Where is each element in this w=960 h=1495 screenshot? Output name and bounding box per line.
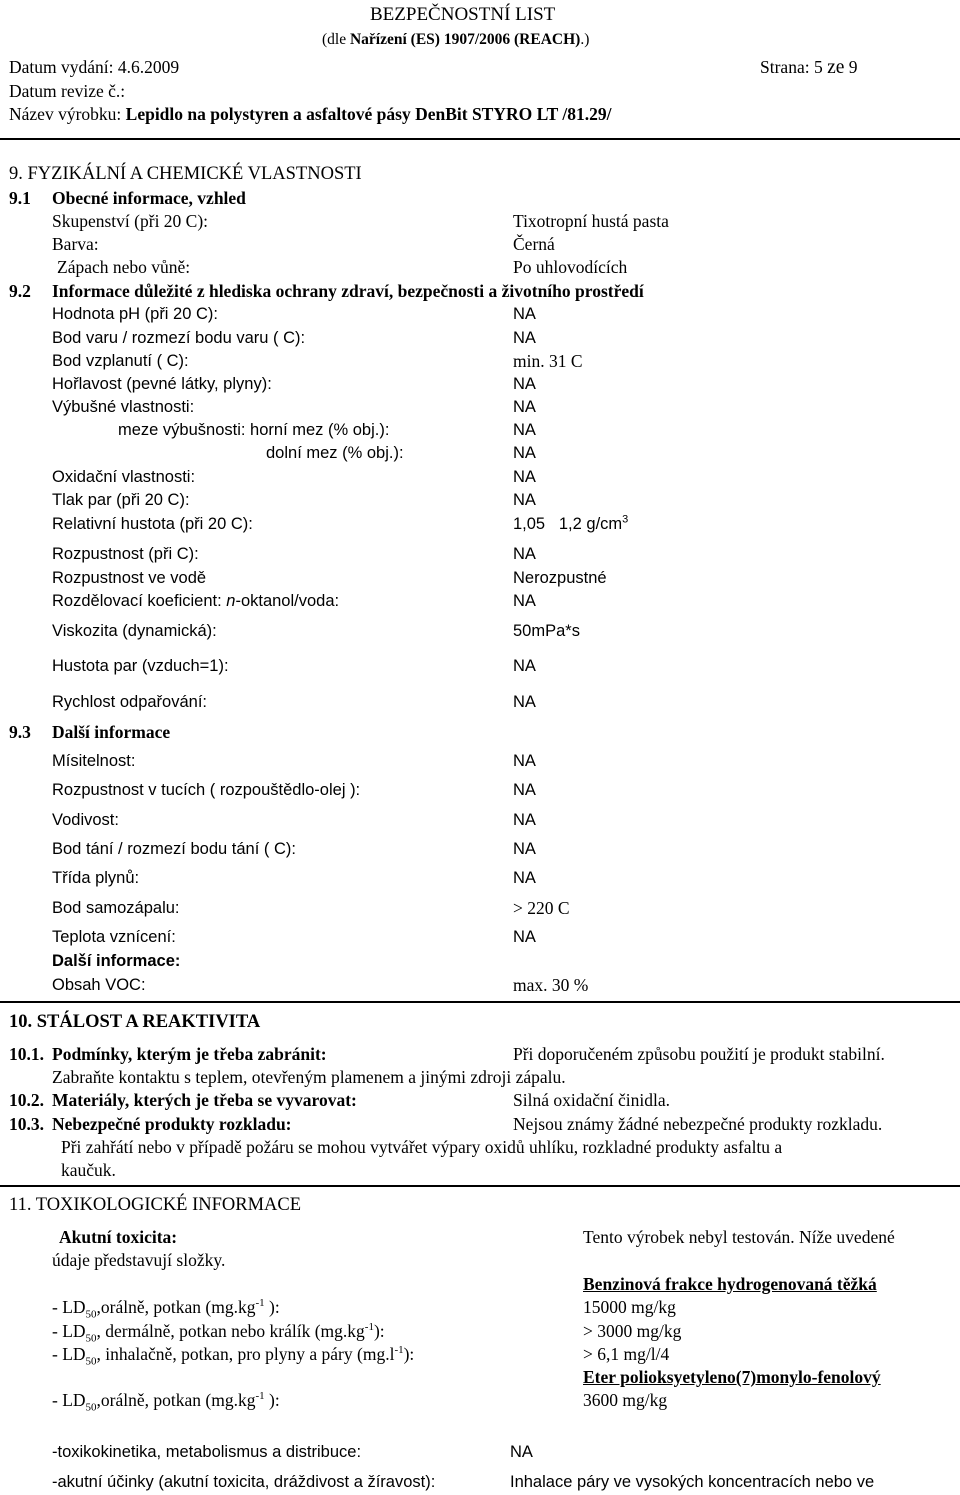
value-viskozita: 50mPa*s [513, 622, 580, 640]
akutni-toxicita-text-line1: Tento výrobek nebyl testován. Níže uvedené [583, 1227, 895, 1247]
subtitle-post: .) [580, 31, 590, 48]
value-oxidacni: NA [513, 468, 536, 486]
ld50-oral-2-row [52, 1390, 280, 1414]
akutni-ucinky-label: -akutní účinky (akutní toxicita, dráždivost a žíravost): [52, 1473, 436, 1491]
ld50-inhal-row [52, 1344, 415, 1368]
value-tlak-par: NA [513, 491, 536, 509]
label-misitelnost: Mísitelnost: [52, 752, 136, 770]
ld50-oral-2-sub: 50 [85, 1401, 97, 1414]
value-rozpustnost-voda: Nerozpustné [513, 569, 607, 587]
label-relativni-hustota: Relativní hustota (při 20 C): [52, 515, 253, 533]
section-9-divider [0, 1001, 960, 1003]
ld50-dermal-value: > 3000 mg/kg [583, 1321, 682, 1341]
ld50-inhal-sub: 50 [85, 1355, 97, 1368]
ld50-dermal-comma: , [96, 1321, 106, 1341]
product-name [9, 104, 612, 124]
section-9-heading: 9. FYZIKÁLNÍ A CHEMICKÉ VLASTNOSTI [9, 164, 362, 184]
label-dolni-mez: dolní mez (% obj.): [266, 444, 404, 462]
label-bod-samozapalu: Bod samozápalu: [52, 899, 180, 917]
value-bod-varu: NA [513, 329, 536, 347]
ld50-oral-2-value: 3600 mg/kg [583, 1390, 668, 1410]
toxikokinetika-value: NA [510, 1443, 533, 1461]
ld50-dermal-close: ): [373, 1321, 385, 1341]
label-horni-mez: meze výbušnosti: horní mez (% obj.): [118, 421, 390, 439]
ld50-oral-close: ): [264, 1297, 280, 1317]
revision-date: Datum revize č.: [9, 81, 126, 101]
label-rozpustnost-voda: Rozpustnost ve vodě [52, 569, 207, 587]
label-viskozita: Viskozita (dynamická): [52, 622, 217, 640]
header-divider [0, 138, 960, 140]
value-bod-vzplanuti: min. 31 C [513, 351, 583, 371]
ld50-oral-2-exp: -1 [255, 1390, 265, 1403]
ld50-inhal-value: > 6,1 mg/l/4 [583, 1344, 670, 1364]
value-obsah-voc: max. 30 % [513, 975, 589, 995]
ld50-oral-2-close: ): [264, 1390, 280, 1410]
section-10-divider [0, 1185, 960, 1187]
section-10-3-value: Nejsou známy žádné nebezpečné produkty rozkladu. [513, 1114, 883, 1134]
value-dolni-mez: NA [513, 444, 536, 462]
section-9-1-number: 9.1 [9, 188, 31, 208]
page-number [760, 57, 858, 78]
relativni-hustota-text: 1,05 1,2 g/cm [513, 515, 623, 533]
akutni-toxicita-text-line2: údaje představují složky. [52, 1250, 226, 1270]
label-ph: Hodnota pH (při 20 C): [52, 305, 218, 323]
issue-date: Datum vydání: 4.6.2009 [9, 57, 180, 77]
label-trida-plynu: Třída plynů: [52, 869, 140, 887]
ld50-inhal-comma: , [96, 1344, 106, 1364]
section-10-heading: 10. STÁLOST A REAKTIVITA [9, 1012, 261, 1032]
ld50-oral-text: orálně, potkan (mg.kg [100, 1297, 256, 1317]
page-number-total: 9 [844, 57, 858, 77]
ld50-oral-prefix: - LD [52, 1297, 86, 1317]
ld50-inhal-prefix: - LD [52, 1344, 86, 1364]
label-tlak-par: Tlak par (při 20 C): [52, 491, 190, 509]
label-oxidacni: Oxidační vlastnosti: [52, 468, 196, 486]
ld50-oral-comma: , [96, 1297, 101, 1317]
section-10-1-label: Podmínky, kterým je třeba zabránit: [52, 1044, 327, 1064]
value-vybusne: NA [513, 398, 536, 416]
relativni-hustota-exp: 3 [622, 513, 629, 526]
ld50-oral-2-comma: , [96, 1390, 101, 1410]
value-rozdelovaci-koeficient: NA [513, 592, 536, 610]
value-rychlost-odparovani: NA [513, 693, 536, 711]
label-rozdelovaci-koeficient [52, 591, 339, 611]
value-teplota-vzniceni: NA [513, 928, 536, 946]
value-misitelnost: NA [513, 752, 536, 770]
value-rozpustnost-tucich: NA [513, 781, 536, 799]
label-barva: Barva: [52, 234, 99, 254]
label-bod-varu: Bod varu / rozmezí bodu varu ( C): [52, 329, 306, 347]
value-ph: NA [513, 305, 536, 323]
ld50-dermal-row [52, 1321, 385, 1345]
section-9-2-number: 9.2 [9, 281, 31, 301]
akutni-ucinky-value: Inhalace páry ve vysokých koncentracích nebo ve [510, 1473, 875, 1491]
product-name-label: Název výrobku: [9, 104, 126, 124]
regulation-subtitle [322, 30, 589, 50]
section-10-3-number: 10.3. [9, 1114, 44, 1134]
section-10-3-note-line2: kaučuk. [61, 1160, 116, 1180]
section-9-3-number: 9.3 [9, 722, 31, 742]
section-10-2-label: Materiály, kterých je třeba se vyvarovat: [52, 1090, 357, 1110]
value-zapach: Po uhlovodících [513, 257, 628, 277]
ld50-oral-row [52, 1297, 280, 1321]
value-relativni-hustota [513, 514, 628, 534]
page-number-pre: Strana: 5 [760, 57, 828, 77]
component-1-name: Benzinová frakce hydrogenovaná těžká [583, 1274, 877, 1294]
label-bod-vzplanuti: Bod vzplanutí ( C): [52, 352, 189, 370]
value-rozpustnost: NA [513, 545, 536, 563]
ld50-inhal-text: inhalačně, potkan, pro plyny a páry (mg.l [105, 1344, 395, 1364]
section-9-3-title: Další informace [52, 722, 171, 742]
label-horlavost: Hořlavost (pevné látky, plyny): [52, 375, 272, 393]
section-9-1-title: Obecné informace, vzhled [52, 188, 246, 208]
label-rozpustnost: Rozpustnost (při C): [52, 545, 199, 563]
value-horlavost: NA [513, 375, 536, 393]
subtitle-regulation: Nařízení (ES) 1907/2006 (REACH) [349, 31, 581, 48]
ld50-dermal-prefix: - LD [52, 1321, 86, 1341]
ld50-dermal-sub: 50 [85, 1332, 97, 1345]
koeficient-post: -oktanol/voda: [235, 592, 340, 610]
value-vodivost: NA [513, 811, 536, 829]
ld50-inhal-exp: -1 [394, 1344, 404, 1357]
label-vybusne: Výbušné vlastnosti: [52, 398, 195, 416]
ld50-dermal-exp: -1 [364, 1321, 374, 1334]
ld50-inhal-close: ): [403, 1344, 415, 1364]
label-skupenstvi: Skupenství (při 20 C): [52, 211, 209, 231]
section-10-1-note: Zabraňte kontaktu s teplem, otevřeným plamenem a jinými zdroji zápalu. [52, 1067, 566, 1087]
value-skupenstvi: Tixotropní hustá pasta [513, 211, 669, 231]
section-10-3-label: Nebezpečné produkty rozkladu: [52, 1114, 292, 1134]
ld50-oral-sub: 50 [85, 1308, 97, 1321]
toxikokinetika-label: -toxikokinetika, metabolismus a distribuce: [52, 1443, 362, 1461]
label-rozpustnost-tucich: Rozpustnost v tucích ( rozpouštědlo-olej ): [52, 781, 361, 799]
ld50-oral-value: 15000 mg/kg [583, 1297, 676, 1317]
section-10-3-note-line1: Při zahřátí nebo v případě požáru se mohou vytvářet výpary oxidů uhlíku, rozkladné produkty asfaltu a [61, 1137, 783, 1157]
ld50-oral-exp: -1 [255, 1297, 265, 1310]
section-10-2-number: 10.2. [9, 1090, 44, 1110]
label-teplota-vzniceni: Teplota vznícení: [52, 928, 176, 946]
label-hustota-par: Hustota par (vzduch=1): [52, 657, 229, 675]
label-zapach: Zápach nebo vůně: [57, 257, 191, 277]
akutni-toxicita-label: Akutní toxicita: [59, 1227, 178, 1247]
value-horni-mez: NA [513, 421, 536, 439]
dalsi-informace-label: Další informace: [52, 952, 181, 970]
section-9-2-title: Informace důležité z hlediska ochrany zdraví, bezpečnosti a životního prostředí [52, 281, 644, 301]
section-10-1-value: Při doporučeném způsobu použití je produkt stabilní. [513, 1044, 885, 1064]
koeficient-italic: n [226, 592, 236, 610]
value-hustota-par: NA [513, 657, 536, 675]
product-name-value: Lepidlo na polystyren a asfaltové pásy DenBit STYRO LT /81.29/ [125, 104, 612, 124]
value-barva: Černá [513, 234, 555, 254]
ld50-oral-2-text: orálně, potkan (mg.kg [100, 1390, 256, 1410]
ld50-oral-2-prefix: - LD [52, 1390, 86, 1410]
koeficient-pre: Rozdělovací koeficient: [52, 592, 227, 610]
label-bod-tani: Bod tání / rozmezí bodu tání ( C): [52, 840, 296, 858]
value-bod-tani: NA [513, 840, 536, 858]
section-11-heading: 11. TOXIKOLOGICKÉ INFORMACE [9, 1195, 302, 1215]
value-bod-samozapalu: > 220 C [513, 898, 570, 918]
label-obsah-voc: Obsah VOC: [52, 976, 146, 994]
page-number-ze: ze [827, 57, 845, 78]
label-vodivost: Vodivost: [52, 811, 119, 829]
component-2-name: Eter polioksyetyleno(7)monylo-fenolový [583, 1367, 881, 1387]
document-title: BEZPEČNOSTNÍ LIST [370, 4, 556, 25]
subtitle-pre: (dle [322, 31, 350, 48]
section-10-1-number: 10.1. [9, 1044, 44, 1064]
section-10-2-value: Silná oxidační činidla. [513, 1090, 670, 1110]
ld50-dermal-text: dermálně, potkan nebo králík (mg.kg [105, 1321, 365, 1341]
label-rychlost-odparovani: Rychlost odpařování: [52, 693, 208, 711]
value-trida-plynu: NA [513, 869, 536, 887]
